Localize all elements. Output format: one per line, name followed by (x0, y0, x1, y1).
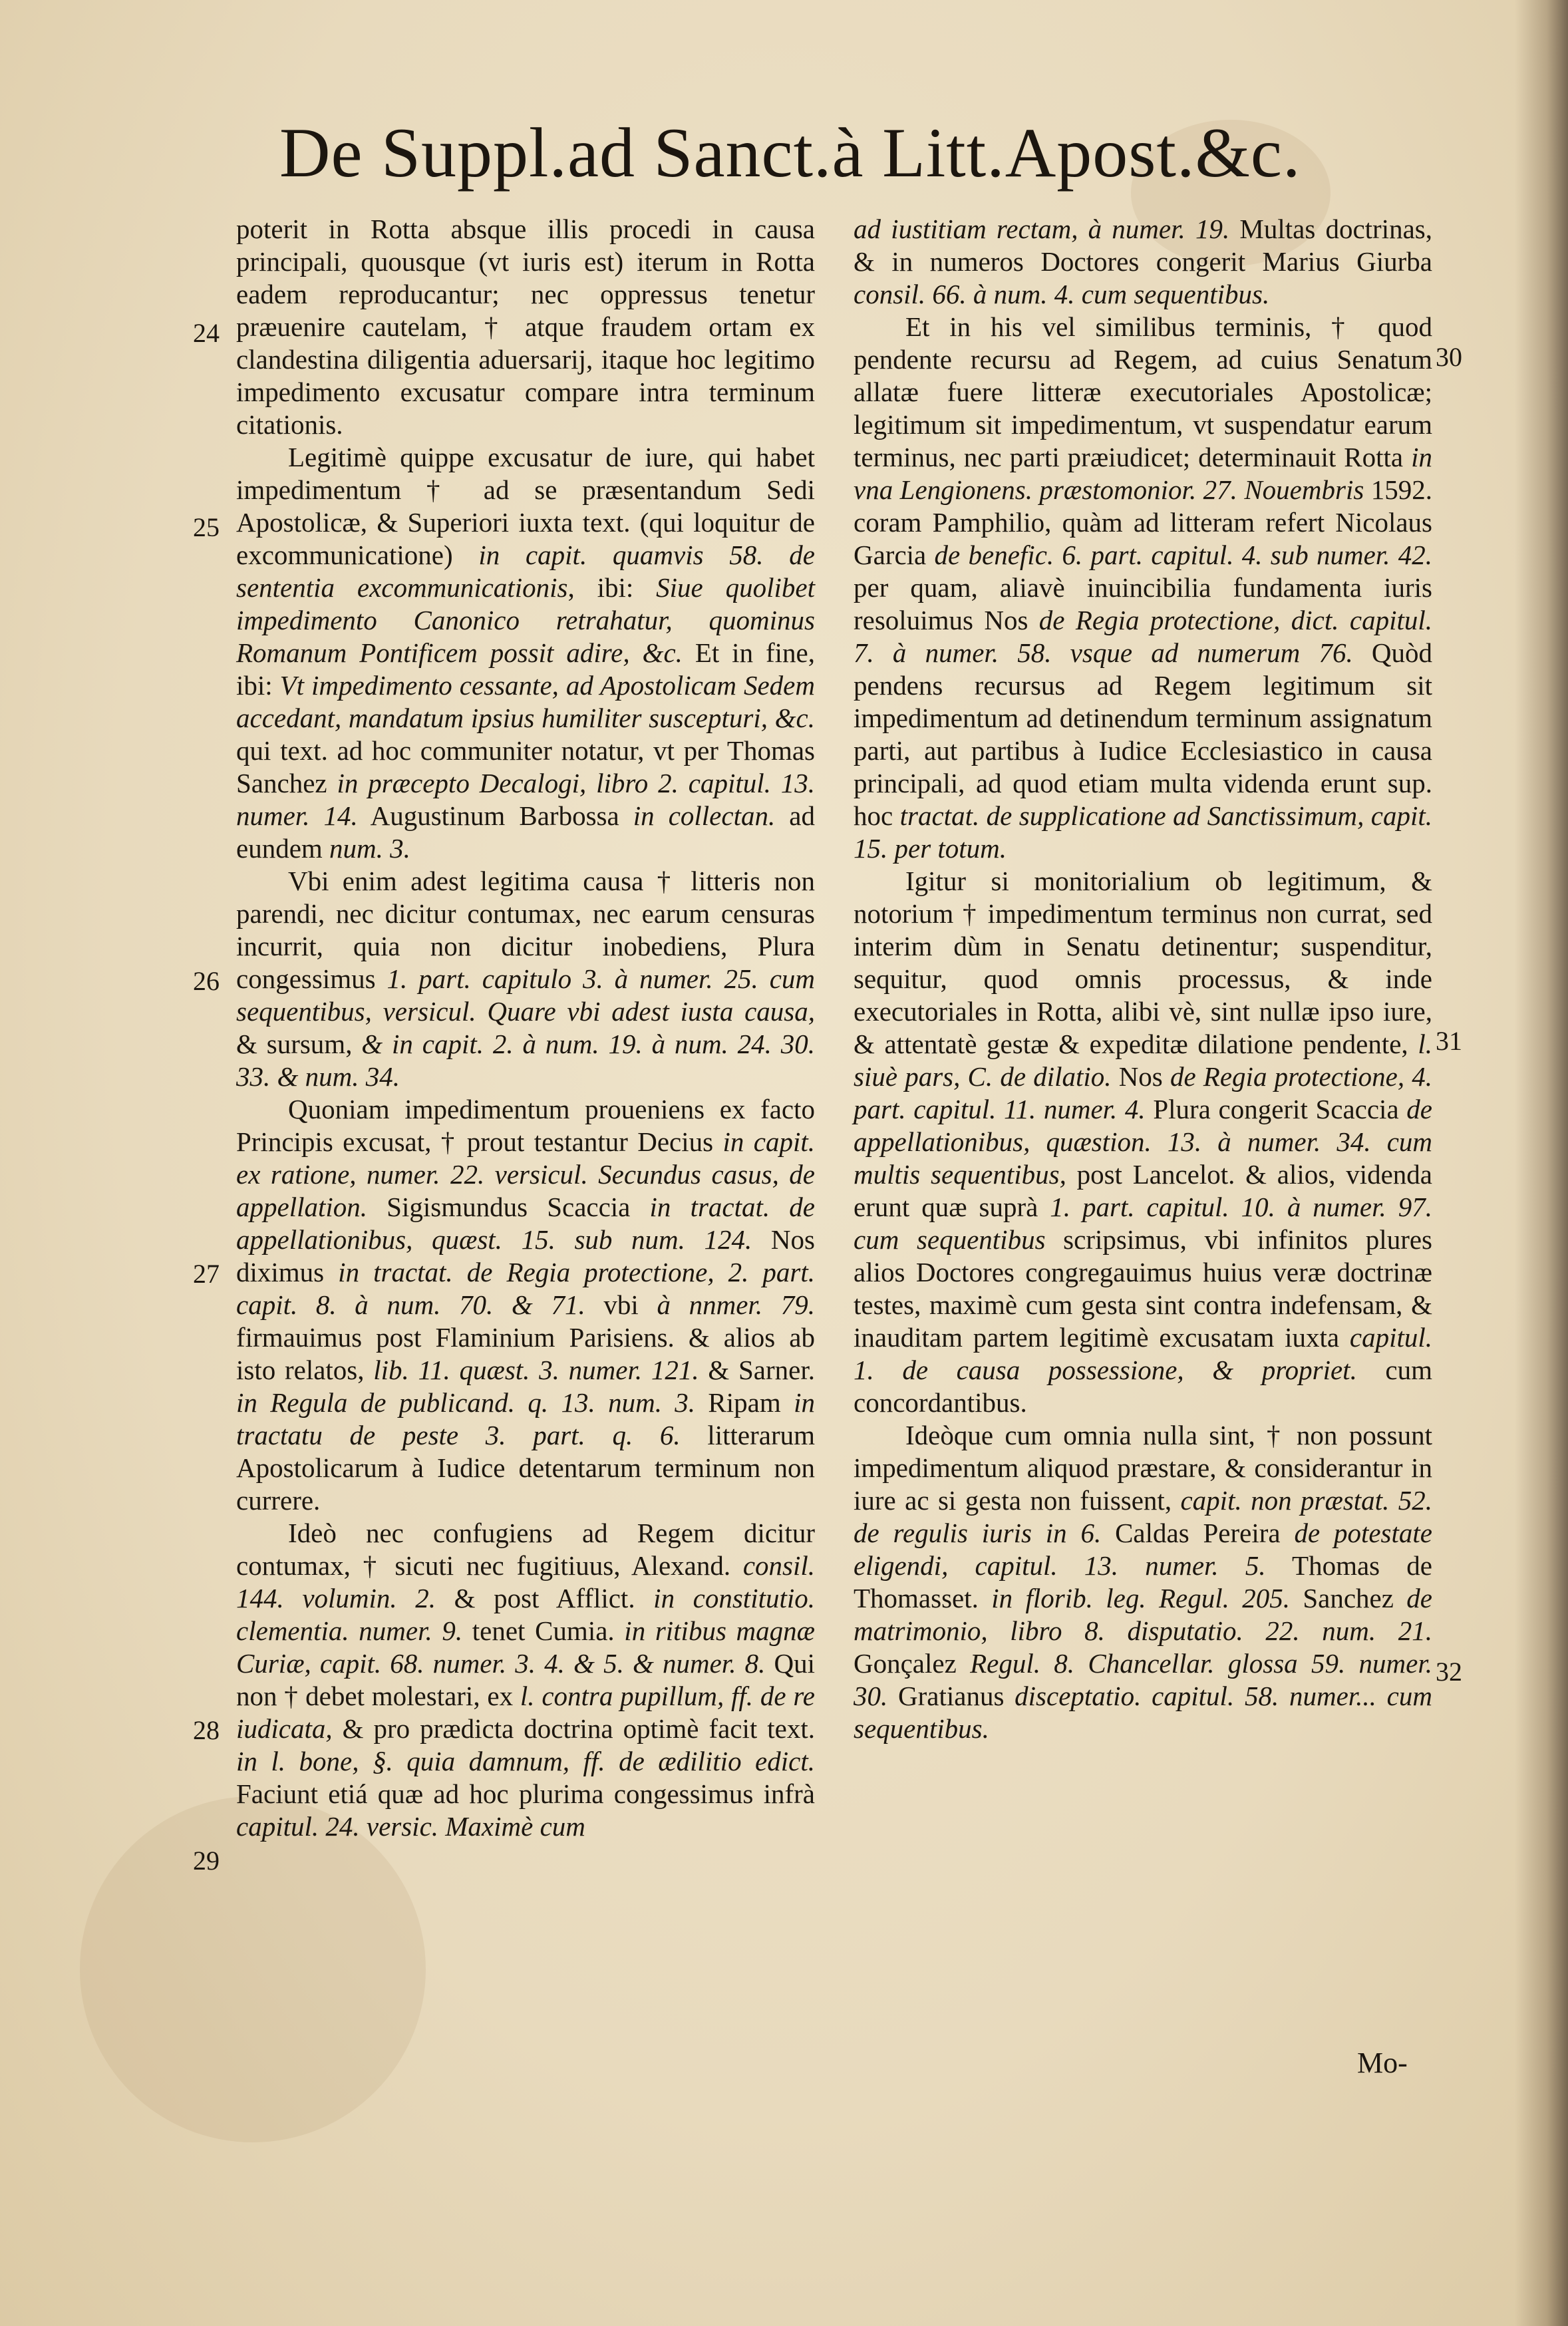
paragraph: Igitur si monitorialium ob legitimum, & notorium † impedimentum terminus non currat, sed interim dùm in Senatu detinentur; suspenditur, sequitur, quod omnis processus, & inde executoriales in Rotta, alibi vè, sint nullæ ipso iure, & attentatè gestæ & expeditæ dilatione pendente, l. siuè pars, C. de dilatio. Nos de Regia protectione, 4. part. capitul. 11. numer. 4. Plura congerit Scaccia de appellationibus, quæstion. 13. à numer. 34. cum multis sequentibus, post Lancelot. & alios, videnda erunt quæ suprà 1. part. capitul. 10. à numer. 97. cum sequentibus scripsimus, vbi infinitos plures alios Doctores congregauimus huius veræ doctrinæ testes, maximè cum gesta sint contra indefensam, & inauditam partem legitimè excusatam iuxta capitul. 1. de causa possessione, & propriet. cum concordantibus. (854, 866, 1433, 1418)
paragraph: poterit in Rotta absque illis procedi in causa principali, quousque (vt iuris est) iterum in Rotta eadem reproducantur; nec oppressus tenetur præuenire cautelam, † atque fraudem ortam ex clandestina diligentia aduersarij, itaque hoc legitimo impedimento excusatur compare intra terminum citationis. (236, 214, 815, 440)
paragraph: Ideò nec confugiens ad Regem dicitur contumax, † sicuti nec fugitiuus, Alexand. consil. 144. volumin. 2. & post Afflict. in constitutio. clementia. numer. 9. tenet Cumia. in ritibus magnæ Curiæ, capit. 68. numer. 3. 4. & 5. & numer. 8. Qui non † debet molestari, ex l. contra pupillum, ff. de re iudicata, & pro prædicta doctrina optimè facit text. in l. bone, §. quia damnum, ff. de ædilitio edict. Faciunt etiá quæ ad hoc plurima congessimus infrà capitul. 24. versic. Maximè cum (236, 1518, 816, 1842)
right-column (854, 213, 1432, 1745)
gutter-shadow (1515, 0, 1568, 2326)
margin-number: 26 (193, 966, 220, 996)
paragraph: Et in his vel similibus terminis, † quod pendente recursu ad Regem, ad cuius Senatum allatæ fuere litteræ executoriales Apostolicæ; legitimum sit impedimentum, vt suspendatur earum terminus, nec parti præiudicet; determinauit Rotta in vna Lengionens. præstomonior. 27. Nouembris 1592. coram Pamphilio, quàm ad litteram refert Nicolaus Garcia de benefic. 6. part. capitul. 4. sub numer. 42. per quam, aliavè inuincibilia fundamenta iuris resoluimus Nos de Regia protectione, dict. capitul. 7. à numer. 58. vsque ad numerum 76. Quòd pendens recursus ad Regem legitimum sit impedimentum ad detinendum terminum assignatum parti, aut partibus à Iudice Ecclesiastico in causa principali, ad quod etiam multa videnda erunt sup. hoc tractat. de supplicatione ad Sanctissimum, capit. 15. per totum. (854, 311, 1433, 864)
margin-number: 32 (1436, 1657, 1462, 1687)
paragraph: Ideòque cum omnia nulla sint, † non possunt impedimentum aliquod præstare, & considerantur in iure ac si gesta non fuissent, capit. non præstat. 52. de regulis iuris in 6. Caldas Pereira de potestate eligendi, capitul. 13. numer. 5. Thomas de Thomasset. in florib. leg. Regul. 205. Sanchez de matrimonio, libro 8. disputatio. 22. num. 21. Gonçalez Regul. 8. Chancellar. glossa 59. numer. 30. Gratianus disceptatio. capitul. 58. numer... cum sequentibus. (854, 1420, 1432, 1744)
margin-number: 24 (193, 318, 220, 348)
margin-number: 31 (1436, 1026, 1462, 1056)
paragraph: ad iustitiam rectam, à numer. 19. Multas doctrinas, & in numeros Doctores congerit Marius Giurba consil. 66. à num. 4. cum sequentibus. (854, 214, 1432, 309)
margin-number: 30 (1436, 342, 1462, 372)
margin-number: 27 (193, 1259, 220, 1289)
left-column (236, 213, 815, 1843)
paragraph: Quoniam impedimentum proueniens ex facto Principis excusat, † prout testantur Decius in capit. ex ratione, numer. 22. versicul. Secundus casus, de appellation. Sigismundus Scaccia in tractat. de appellationibus, quæst. 15. sub num. 124. Nos diximus in tractat. de Regia protectione, 2. part. capit. 8. à num. 70. & 71. vbi à nnmer. 79. firmauimus post Flaminium Parisiens. & alios ab isto relatos, lib. 11. quæst. 3. numer. 121. & Sarner. in Regula de publicand. q. 13. num. 3. Ripam in tractatu de peste 3. part. q. 6. litterarum Apostolicarum à Iudice detentarum terminum non currere. (236, 1094, 816, 1516)
paragraph: Vbi enim adest legitima causa † litteris non parendi, nec dicitur contumax, nec earum censuras incurrit, quia non dicitur inobediens, Plura congessimus 1. part. capitulo 3. à numer. 25. cum sequentibus, versicul. Quare vbi adest iusta causa, & sursum, & in capit. 2. à num. 19. à num. 24. 30. 33. & num. 34. (236, 866, 815, 1092)
margin-number: 25 (193, 512, 220, 542)
margin-number: 29 (193, 1846, 220, 1876)
margin-number: 28 (193, 1715, 220, 1745)
paragraph: Legitimè quippe excusatur de iure, qui habet impedimentum † ad se præsentandum Sedi Apostolicæ, & Superiori iuxta text. (qui loquitur de excommunicatione) in capit. quamvis 58. de sententia excommunicationis, ibi: Siue quolibet impedimento Canonico retrahatur, quominus Romanum Pontificem possit adire, &c. Et in fine, ibi: Vt impedimento cessante, ad Apostolicam Sedem accedant, mandatum ipsius humiliter suscepturi, &c. qui text. ad hoc communiter notatur, vt per Thomas Sanchez in præcepto Decalogi, libro 2. capitul. 13. numer. 14. Augustinum Barbossa in collectan. ad eundem num. 3. (236, 442, 816, 864)
paper-stain (80, 1796, 426, 2142)
running-title: De Suppl.ad Sanct.à Litt.Apost.&c. (279, 114, 1301, 192)
catchword: Mo- (1357, 2047, 1408, 2079)
